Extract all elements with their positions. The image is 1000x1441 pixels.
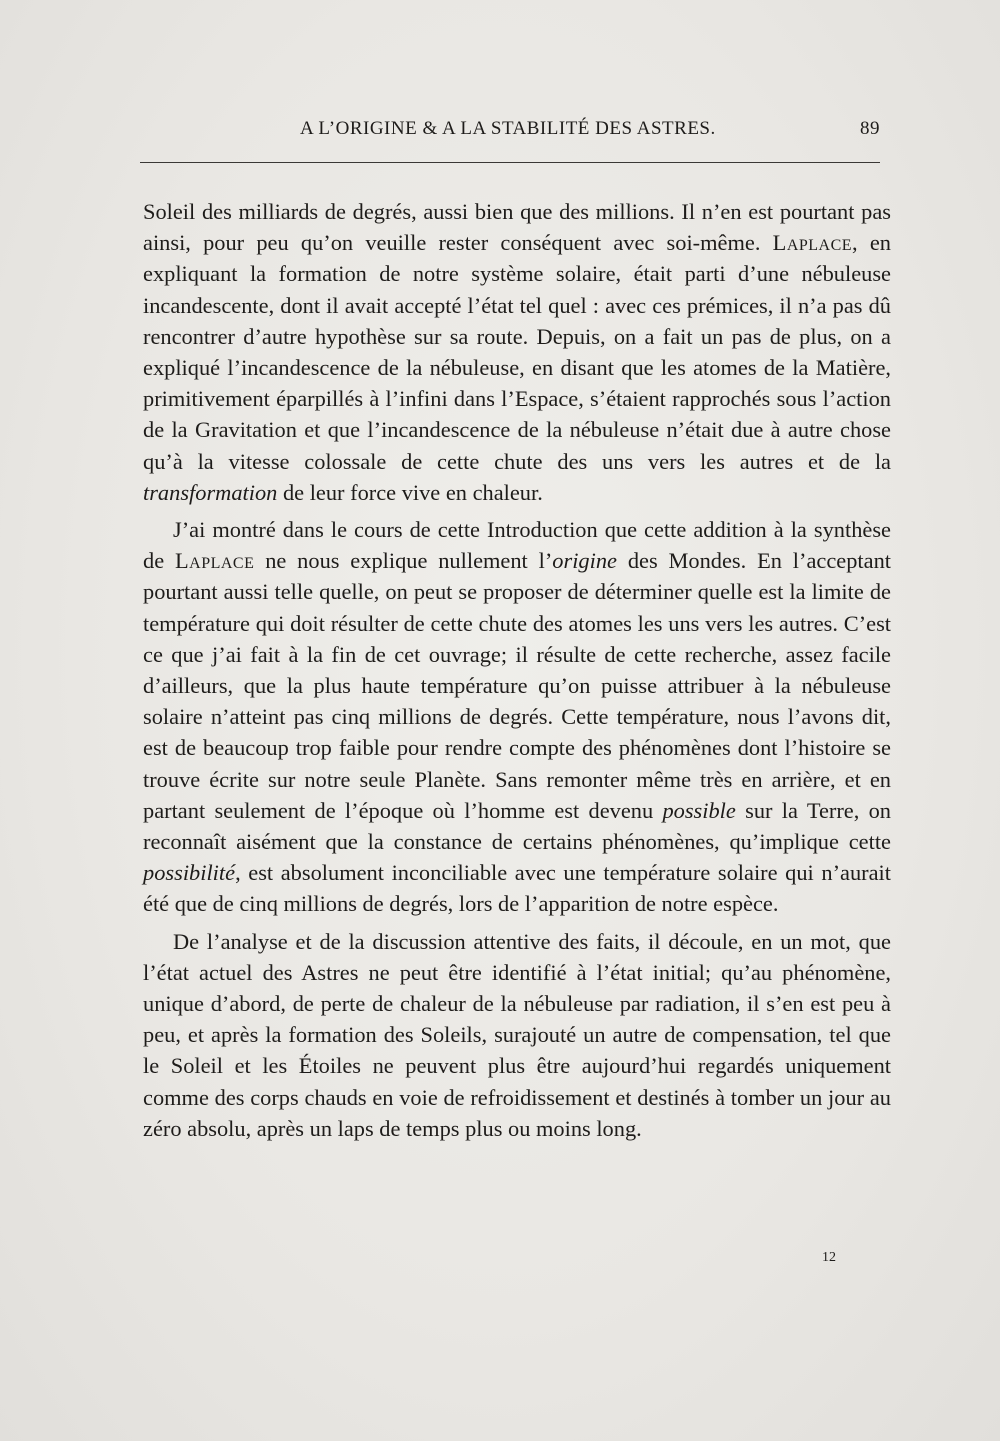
text-run: , est absolument inconciliable avec une température solaire qui n’aurait été que de cinq millions de degrés, lors de l’apparition de notre espèce. — [143, 860, 891, 917]
page-header — [140, 118, 880, 142]
paragraph-3 — [143, 926, 891, 1144]
text-run: Soleil des milliards de degrés, aussi bien que des millions. Il n’en est pourtant pas ainsi, pour peu qu’on veuille rester conséquent avec soi-même. — [143, 199, 891, 256]
small-caps-name: Laplace — [174, 548, 255, 574]
signature-mark: 12 — [822, 1250, 836, 1265]
italic-text: possibilité — [143, 860, 236, 886]
italic-text: possible — [662, 797, 736, 823]
header-rule — [140, 162, 880, 163]
body-text — [143, 196, 891, 1150]
text-run: de leur force vive en chaleur. — [277, 479, 543, 505]
page-number: 89 — [860, 118, 880, 139]
text-run: , en expliquant la formation de notre système solaire, était parti d’une nébuleuse incandescente, dont il avait accepté l’état tel quel : avec ces prémices, il n’a pas dû rencontrer d’autre hypothèse sur sa route. Depuis, on a fait un pas de plus, on a expliqué l’incandescence de la nébuleuse, en disant que les atomes de la Matière, primitivement éparpillés à l’infini dans l’Espace, s’étaient rapprochés sous l’action de la Gravitation et que l’incandescence de la nébuleuse n’était due à autre chose qu’à la vitesse colossale de cette chute des uns vers les autres et de la — [143, 230, 891, 474]
small-caps-name: Laplace — [772, 230, 853, 256]
paragraph-2 — [143, 514, 891, 920]
paragraph-1 — [143, 196, 891, 508]
italic-text: origine — [552, 548, 617, 574]
text-run: ne nous explique nullement l’ — [254, 548, 553, 574]
text-run: De l’analyse et de la discussion attentive des faits, il découle, en un mot, que l’état actuel des Astres ne peut être identifié à l’état initial; qu’au phénomène, unique d’abord, de perte de chaleur de la nébuleuse par radiation, il s’en est peu à peu, et après la formation des Soleils, surajouté un autre de compensation, tel que le Soleil et les Étoiles ne peuvent plus être aujourd’hui regardés uniquement comme des corps chauds en voie de refroidissement et destinés à tomber un jour au zéro absolu, après un laps de temps plus ou moins long. — [143, 928, 891, 1141]
italic-text: transformation — [143, 479, 278, 505]
text-run: sur la Terre, on reconnaît aisément que la constance de certains phénomènes, qu’implique cette — [143, 797, 892, 855]
text-run: J’ai montré dans le cours de cette Introduction que cette addition à la synthèse de — [143, 517, 891, 574]
text-run: des Mondes. En l’acceptant pourtant aussi telle quelle, on peut se proposer de déterminer quelle est la limite de température qui doit résulter de cette chute des atomes les uns vers les autres. C’est ce que j’ai fait à la fin de cet ouvrage; il résulte de cette recherche, assez facile d’ailleurs, que la plus haute température qu’on puisse attribuer à la nébuleuse solaire n’atteint pas cinq millions de degrés. Cette température, nous l’avons dit, est de beaucoup trop faible pour rendre compte des phénomènes dont l’histoire se trouve écrite sur notre seule Planète. Sans remonter même très en arrière, et en partant seulement de l’époque où l’homme est devenu — [143, 548, 891, 823]
running-head: A L’ORIGINE & A LA STABILITÉ DES ASTRES. — [300, 118, 716, 139]
